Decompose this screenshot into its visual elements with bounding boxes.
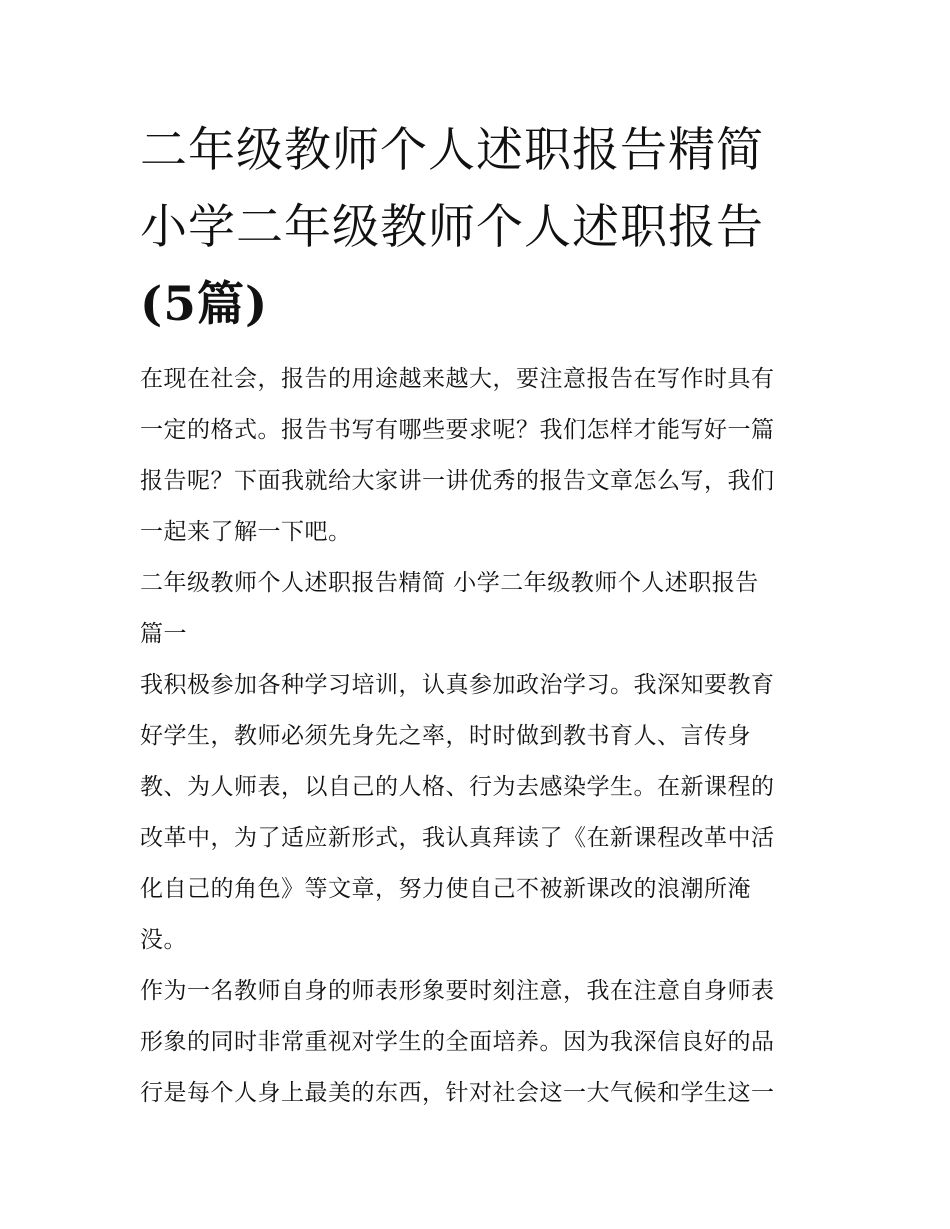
paragraph-1-line-4: 改革中，为了适应新形式，我认真拜读了《在新课程改革中活 (140, 825, 775, 851)
section-heading-line-1: 二年级教师个人述职报告精简 小学二年级教师个人述职报告 (140, 570, 759, 596)
intro-line-2: 一定的格式。报告书写有哪些要求呢？我们怎样才能写好一篇 (140, 417, 775, 443)
title-line-1: 二年级教师个人述职报告精简 (140, 123, 764, 178)
title-line-3: (5篇) (140, 277, 269, 332)
paragraph-2-line-2: 形象的同时非常重视对学生的全面培养。因为我深信良好的品 (140, 1029, 775, 1055)
paragraph-1-line-3: 教、为人师表，以自己的人格、行为去感染学生。在新课程的 (140, 774, 775, 800)
intro-line-1: 在现在社会，报告的用途越来越大，要注意报告在写作时具有 (140, 366, 775, 392)
paragraph-2-line-3: 行是每个人身上最美的东西，针对社会这一大气候和学生这一 (140, 1080, 775, 1106)
paragraph-1-line-1: 我积极参加各种学习培训，认真参加政治学习。我深知要教育 (140, 672, 775, 698)
section-heading-line-2: 篇一 (140, 621, 187, 647)
paragraph-2-line-1: 作为一名教师自身的师表形象要时刻注意，我在注意自身师表 (140, 978, 775, 1004)
document-body (140, 354, 820, 1119)
paragraph-1-line-2: 好学生，教师必须先身先之率，时时做到教书育人、言传身 (140, 723, 751, 749)
document-title (140, 112, 820, 343)
paragraph-1-line-6: 没。 (140, 927, 187, 953)
paragraph-1-line-5: 化自己的角色》等文章，努力使自己不被新课改的浪潮所淹 (140, 876, 751, 902)
intro-line-3: 报告呢？下面我就给大家讲一讲优秀的报告文章怎么写，我们 (140, 468, 775, 494)
title-line-2: 小学二年级教师个人述职报告 (140, 200, 764, 255)
intro-line-4: 一起来了解一下吧。 (140, 519, 352, 545)
